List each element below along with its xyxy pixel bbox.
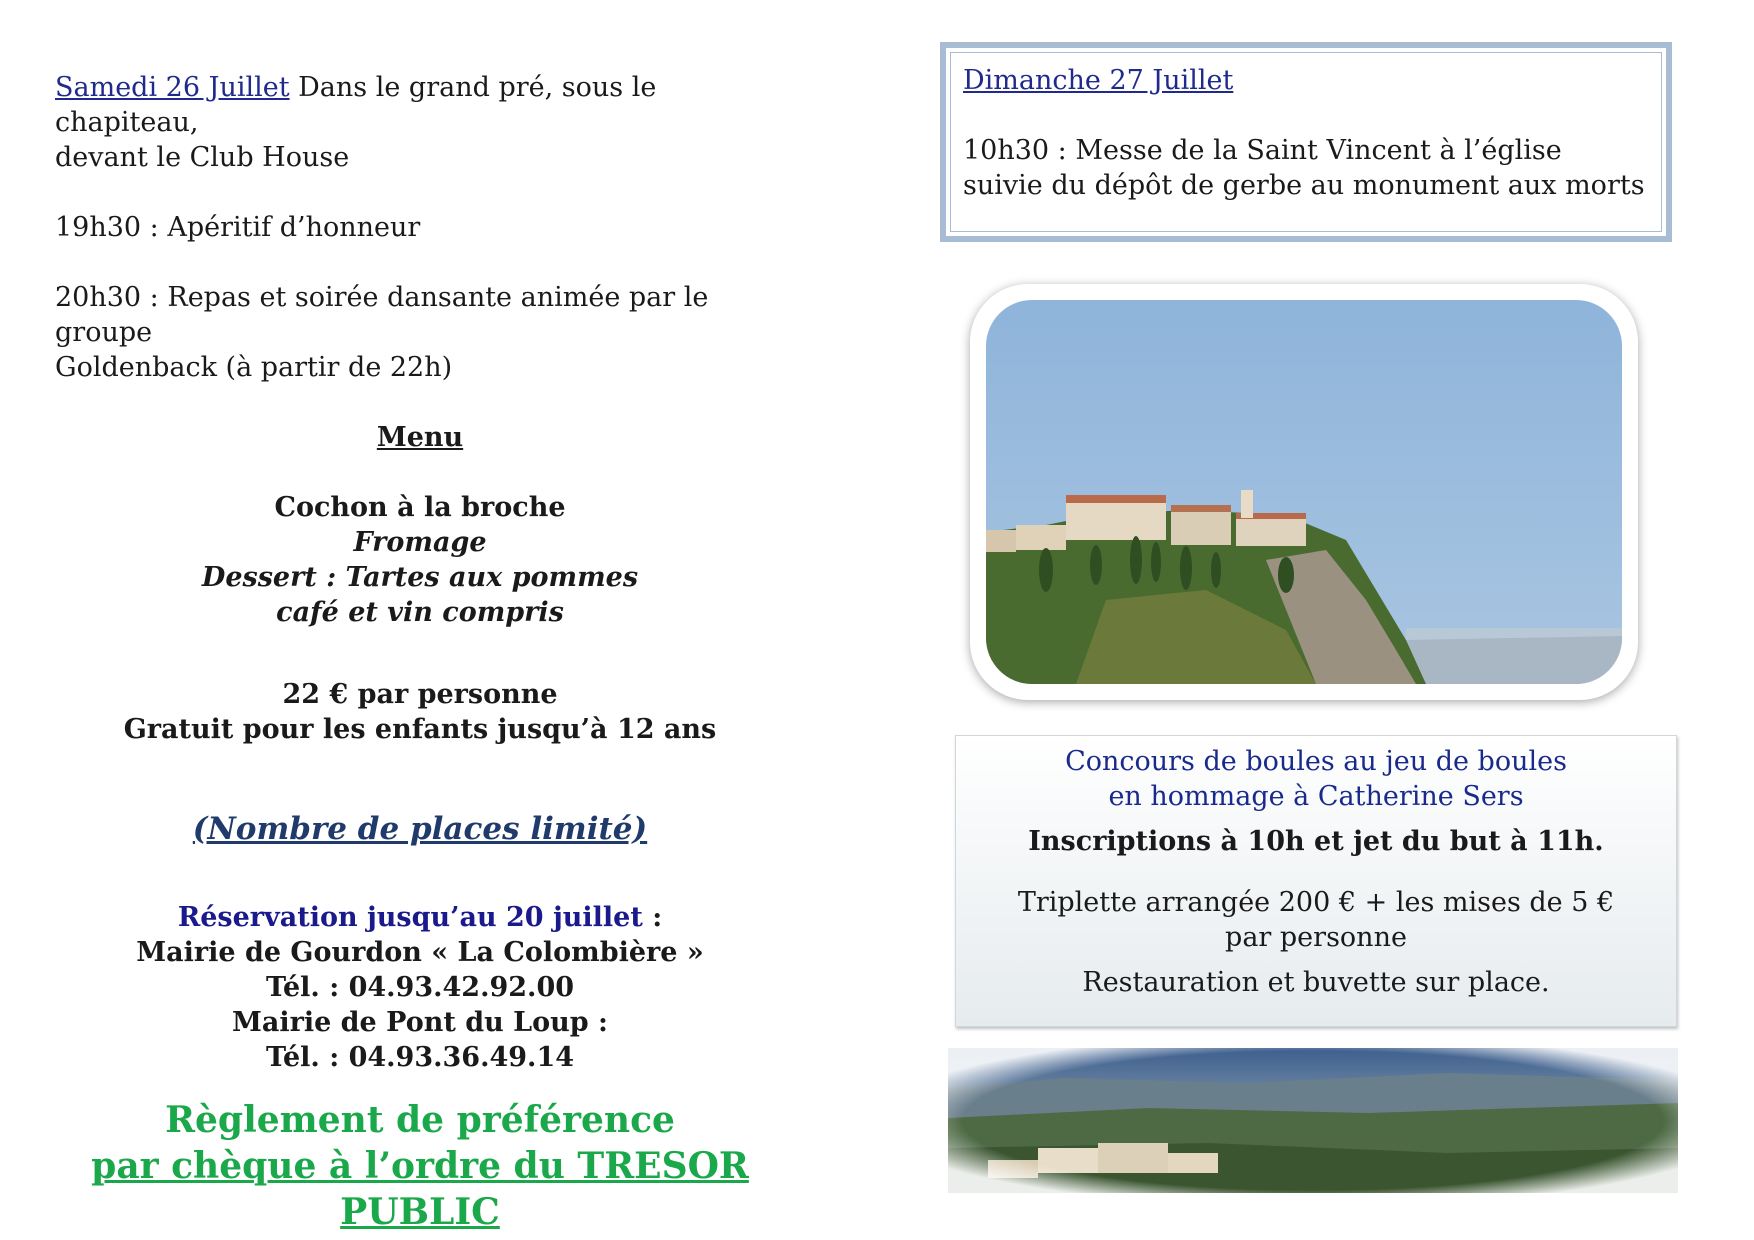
payment-line-2: par chèque à l’ordre du TRESOR PUBLIC: [91, 1145, 749, 1233]
saturday-location-2: devant le Club House: [55, 142, 350, 173]
gerbe-line: suivie du dépôt de gerbe au monument aux morts: [963, 170, 1645, 201]
menu-item-4: café et vin compris: [276, 597, 564, 628]
village-cliff-photo: [986, 300, 1622, 684]
aperitif-line: 19h30 : Apéritif d’honneur: [55, 212, 421, 243]
saturday-location: Dans le grand pré, sous le chapiteau,: [55, 72, 657, 138]
panorama-photo: [948, 1048, 1678, 1193]
payment-line-1: Règlement de préférence: [165, 1099, 675, 1141]
children-line: Gratuit pour les enfants jusqu’à 12 ans: [123, 714, 717, 745]
sunday-box: [940, 42, 1672, 242]
repas-line-2: Goldenback (à partir de 22h): [55, 352, 453, 383]
menu-item-2: Fromage: [353, 527, 487, 558]
reservation-title: Réservation jusqu’au 20 juillet: [177, 902, 643, 933]
messe-line: 10h30 : Messe de la Saint Vincent à l’église: [963, 135, 1562, 166]
repas-line: 20h30 : Repas et soirée dansante animée par le groupe: [55, 282, 709, 348]
boules-restauration: Restauration et buvette sur place.: [1082, 967, 1550, 998]
boules-title-2: en hommage à Catherine Sers: [1108, 781, 1524, 812]
saturday-intro: [55, 70, 785, 175]
sunday-date-link[interactable]: Dimanche 27 Juillet: [963, 65, 1234, 96]
menu-title: Menu: [376, 422, 464, 453]
boules-inscriptions: Inscriptions à 10h et jet du but à 11h.: [1028, 826, 1604, 857]
boules-box: [955, 735, 1677, 1027]
mairie-pont-du-loup: Mairie de Pont du Loup :: [231, 1007, 609, 1038]
boules-title-1: Concours de boules au jeu de boules: [1065, 746, 1567, 777]
boules-triplette-2: par personne: [1225, 922, 1407, 953]
tel-gourdon: Tél. : 04.93.42.92.00: [265, 972, 575, 1003]
reservation-colon: :: [642, 902, 663, 933]
boules-triplette: Triplette arrangée 200 € + les mises de 5 €: [1017, 887, 1615, 918]
tel-pont-du-loup: Tél. : 04.93.36.49.14: [265, 1042, 575, 1073]
menu-item-3: Dessert : Tartes aux pommes: [201, 562, 639, 593]
saturday-date-link[interactable]: Samedi 26 Juillet: [55, 72, 290, 103]
mairie-gourdon: Mairie de Gourdon « La Colombière »: [136, 937, 704, 968]
price-line: 22 € par personne: [282, 679, 558, 710]
menu-item-1: Cochon à la broche: [274, 492, 566, 523]
reservation-title-line: [55, 900, 785, 935]
sunday-box-inner: [950, 52, 1662, 232]
limited-places: (Nombre de places limité): [192, 811, 648, 847]
saturday-section: [55, 70, 785, 1235]
